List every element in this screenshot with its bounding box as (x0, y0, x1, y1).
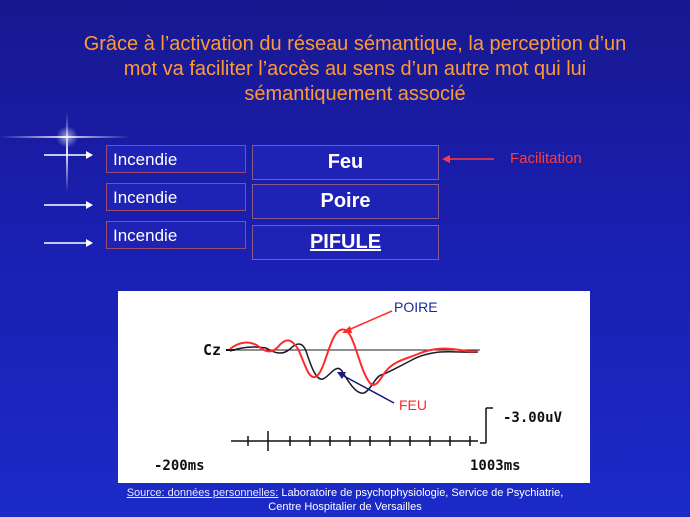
arrow-right-icon (42, 199, 94, 211)
source-label: Source: données personnelles: (126, 487, 279, 499)
prime-word-3: Incendie (106, 221, 246, 249)
poire-waveform (230, 329, 478, 384)
arrow-left-icon (440, 152, 496, 166)
arrow-right-icon (42, 149, 94, 161)
erp-waveform-chart (118, 291, 590, 483)
poire-label: POIRE (394, 299, 438, 315)
feu-label: FEU (399, 397, 427, 413)
arrow-right-icon (42, 237, 94, 249)
source-text: Laboratoire de psychophysiologie, Service de Psychiatrie, Centre Hospitalier de Versailles (268, 487, 564, 513)
target-word-pifule: PIFULE (252, 225, 439, 260)
prime-word-1: Incendie (106, 145, 246, 173)
erp-waveform-panel (118, 291, 590, 483)
electrode-label: Cz (203, 341, 222, 359)
slide-title: Grâce à l’activation du réseau sémantique, la perception d’un mot va faciliter l’accès au sens d’un autre mot qui lui sémantiquement associé (83, 33, 627, 105)
target-word-feu: Feu (252, 145, 439, 180)
time-start-label: -200ms (154, 458, 205, 474)
source-citation (110, 486, 580, 514)
target-word-poire: Poire (252, 184, 439, 219)
facilitation-label: Facilitation (510, 150, 582, 167)
light-flare-glow (56, 126, 78, 148)
prime-word-2: Incendie (106, 183, 246, 211)
amplitude-label: -3.00uV (503, 410, 563, 426)
time-end-label: 1003ms (470, 458, 521, 474)
